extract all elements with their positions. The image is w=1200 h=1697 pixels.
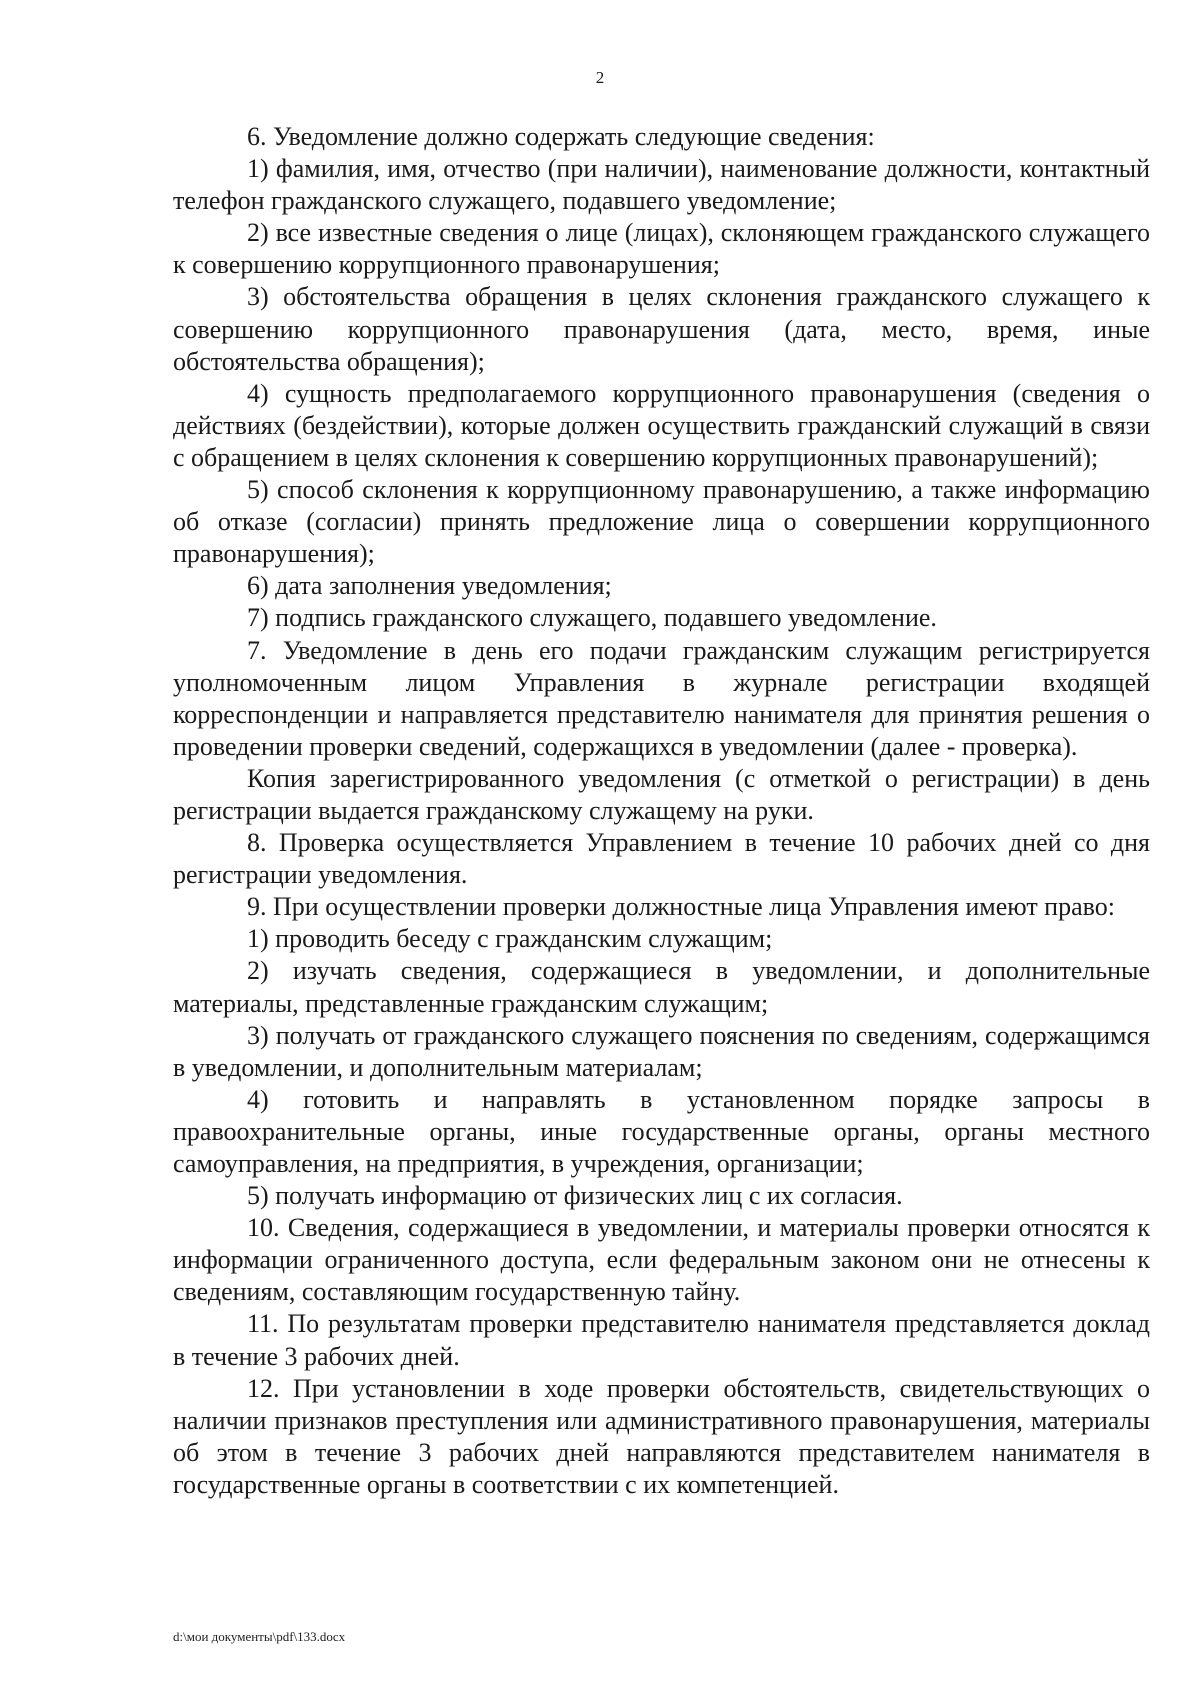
paragraph-subitem-7: 7) подпись гражданского служащего, подавшего уведомление. [247, 603, 937, 633]
paragraph-right-5: 5) получать информацию от физических лиц с их согласия. [247, 1181, 903, 1211]
paragraph-item-12: 12. При установлении в ходе проверки обстоятельств, свидетельствующих о наличии признаков преступления или административного правонарушения, материалы об этом в течение 3 рабочих дней направляются представителем нанимателя в государственные органы в соответствии с их компетенцией. [173, 1373, 1150, 1499]
file-path-footer: d:\мои документы\pdf\133.docx [173, 1629, 346, 1644]
paragraph-item-6: 6. Уведомление должно содержать следующие сведения: [247, 122, 875, 151]
paragraph-subitem-5: 5) способ склонения к коррупционному правонарушению, а также информацию об отказе (согласии) принять предложение лица о совершении коррупционного правонарушения); [173, 475, 1150, 569]
document-body [173, 121, 1150, 1501]
paragraph-subitem-3: 3) обстоятельства обращения в целях склонения гражданского служащего к совершению коррупционного правонарушения (дата, место, время, иные обстоятельства обращения); [173, 282, 1150, 376]
paragraph-subitem-2: 2) все известные сведения о лице (лицах), склоняющем гражданского служащего к совершению коррупционного правонарушения; [173, 218, 1150, 280]
paragraph-item-7: 7. Уведомление в день его подачи гражданским служащим регистрируется уполномоченным лицом Управления в журнале регистрации входящей корреспонденции и направляется представителю нанимателя для принятия решения о проведении проверки сведений, содержащихся в уведомлении (далее - проверка). [173, 635, 1150, 761]
paragraph-right-4: 4) готовить и направлять в установленном порядке запросы в правоохранительные органы, иные государственные органы, органы местного самоуправления, на предприятия, в учреждения, организации; [173, 1084, 1150, 1178]
paragraph-right-3: 3) получать от гражданского служащего пояснения по сведениям, содержащимся в уведомлении, и дополнительным материалам; [173, 1020, 1150, 1082]
paragraph-copy-notice: Копия зарегистрированного уведомления (с отметкой о регистрации) в день регистрации выдается гражданскому служащему на руки. [173, 763, 1150, 825]
paragraph-subitem-1: 1) фамилия, имя, отчество (при наличии), наименование должности, контактный телефон гражданского служащего, подавшего уведомление; [173, 154, 1150, 216]
paragraph-item-11: 11. По результатам проверки представителю нанимателя представляется доклад в течение 3 рабочих дней. [173, 1309, 1150, 1371]
paragraph-item-8: 8. Проверка осуществляется Управлением в течение 10 рабочих дней со дня регистрации уведомления. [173, 828, 1150, 890]
paragraph-item-9: 9. При осуществлении проверки должностные лица Управления имеют право: [247, 892, 1115, 922]
paragraph-subitem-6: 6) дата заполнения уведомления; [247, 571, 612, 601]
paragraph-right-2: 2) изучать сведения, содержащиеся в уведомлении, и дополнительные материалы, представленные гражданским служащим; [173, 956, 1150, 1018]
paragraph-subitem-4: 4) сущность предполагаемого коррупционного правонарушения (сведения о действиях (бездействии), которые должен осуществить гражданский служащий в связи с обращением в целях склонения к совершению коррупционных правонарушений); [173, 378, 1150, 472]
paragraph-item-10: 10. Сведения, содержащиеся в уведомлении, и материалы проверки относятся к информации ограниченного доступа, если федеральным законом они не отнесены к сведениям, составляющим государственную тайну. [173, 1213, 1150, 1307]
page-number: 2 [595, 68, 605, 87]
paragraph-right-1: 1) проводить беседу с гражданским служащим; [247, 924, 773, 954]
